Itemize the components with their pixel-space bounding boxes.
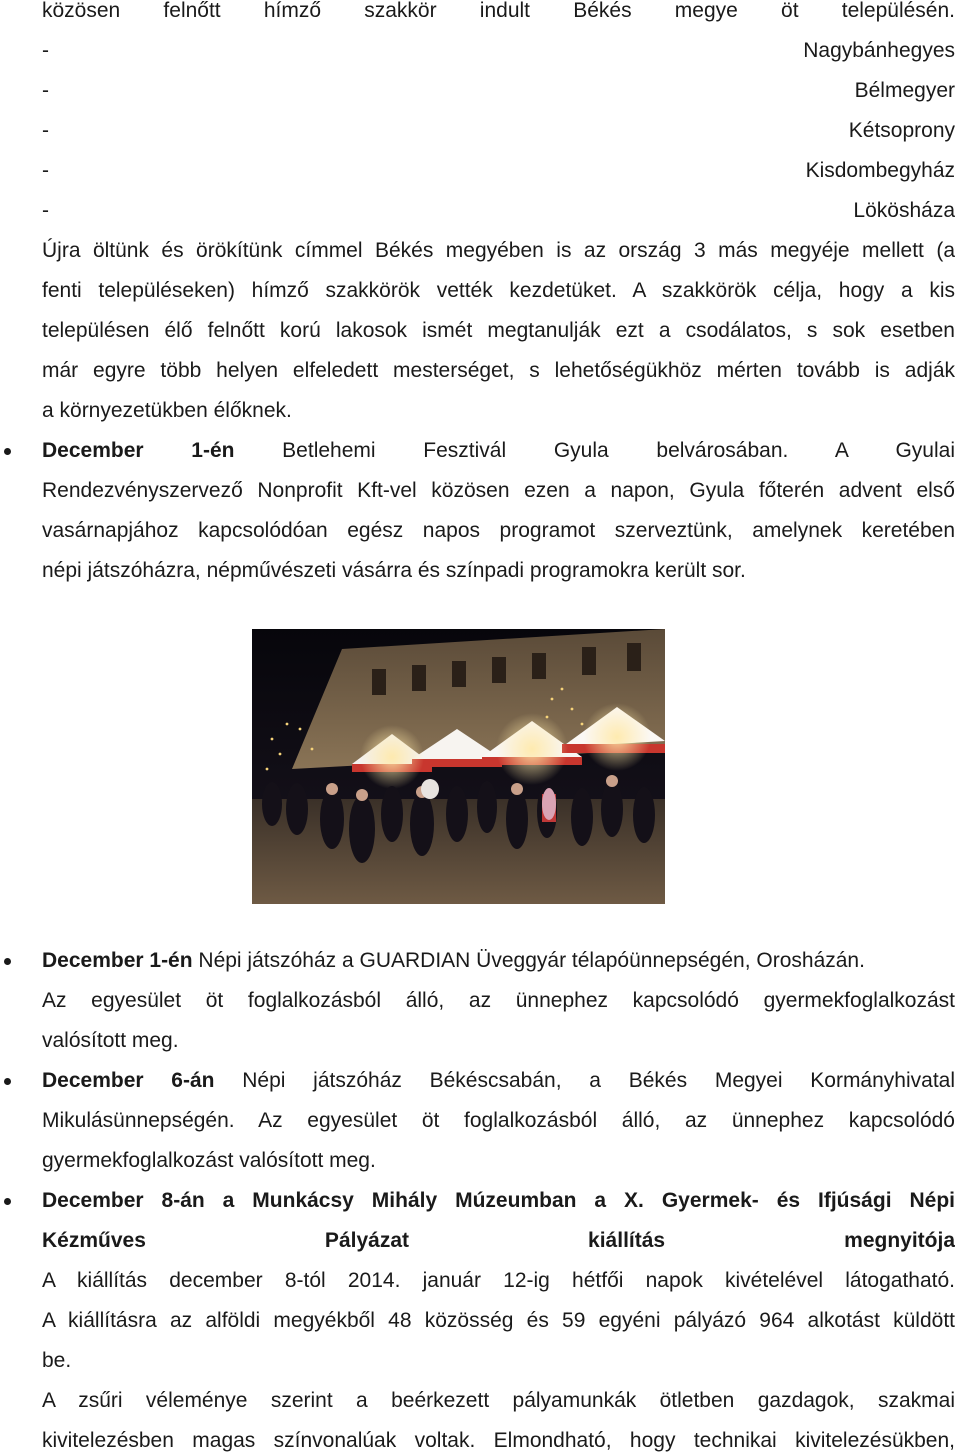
dash: - <box>42 159 49 182</box>
place-item <box>42 116 955 146</box>
text-line: már egyre több helyen elfeledett mesterséget, s lehetőségükhöz mérten tovább is adják <box>42 359 955 382</box>
text-line: kivitelezésben magas színvonalúak voltak. Elmondható, hogy technikai kivitelezésükben, <box>42 1429 955 1452</box>
place-name: Bélmegyer <box>854 79 955 102</box>
text-line: A kiállításra az alföldi megyékből 48 közösség és 59 egyéni pályázó 964 alkotást küldött <box>42 1309 955 1332</box>
bullet-icon <box>4 1078 11 1085</box>
text-line: be. <box>42 1349 72 1372</box>
market-photo <box>252 629 665 904</box>
text-line: vasárnapjához kapcsolódóan egész napos programot szerveztünk, amelynek keretében <box>42 519 955 542</box>
text-line: A kiállítás december 8-tól 2014. január 12-ig hétfői napok kivételével látogatható. <box>42 1269 955 1292</box>
text-line: a környezetükben élőknek. <box>42 399 292 422</box>
place-name: Kétsoprony <box>848 119 955 142</box>
text-line: Mikulásünnepségén. Az egyesület öt foglalkozásból álló, az ünnephez kapcsolódó <box>42 1109 955 1132</box>
place-name: Kisdombegyház <box>805 159 955 182</box>
bullet-icon <box>4 958 11 965</box>
text-line: Újra öltünk és örökítünk címmel Békés megyében is az ország 3 más megyéje mellett (a <box>42 239 955 262</box>
text-line: A zsűri véleménye szerint a beérkezett pályamunkák ötletben gazdagok, szakmai <box>42 1389 955 1412</box>
place-item <box>42 76 955 106</box>
dash: - <box>42 39 49 62</box>
text-line: Rendezvényszervező Nonprofit Kft-vel közösen ezen a napon, Gyula főterén advent első <box>42 479 955 502</box>
bullet-date: December 6-án <box>42 1069 215 1092</box>
bullet-item-heading <box>42 1066 955 1096</box>
place-name: Lökösháza <box>853 199 955 222</box>
bullet-date: December 1-én <box>42 439 235 462</box>
text-line: gyermekfoglalkozást valósított meg. <box>42 1149 376 1172</box>
bullet-icon <box>4 448 11 455</box>
text-line: fenti településeken) hímző szakkörök vették kezdetüket. A szakkörök célja, hogy a kis <box>42 279 955 302</box>
text-line: valósított meg. <box>42 1029 179 1052</box>
place-item <box>42 156 955 186</box>
text-line: népi játszóházra, népművészeti vásárra és színpadi programokra került sor. <box>42 559 746 582</box>
text-line: Az egyesület öt foglalkozásból álló, az ünnephez kapcsolódó gyermekfoglalkozást <box>42 989 955 1012</box>
market-photo-image <box>252 629 665 904</box>
dash: - <box>42 79 49 102</box>
bullet-date: December 1-én <box>42 949 193 972</box>
text-line: településen élő felnőtt korú lakosok ismét megtanulják ezt a csodálatos, s sok esetben <box>42 319 955 342</box>
place-item <box>42 36 955 66</box>
bullet-icon <box>4 1198 11 1205</box>
text-line: közösen felnőtt hímző szakkör indult Békés megye öt településén. <box>42 0 955 22</box>
dash: - <box>42 199 49 222</box>
bullet-text: Népi játszóház a GUARDIAN Üveggyár télapóünnepségén, Orosházán. <box>192 949 865 972</box>
place-name: Nagybánhegyes <box>803 39 955 62</box>
bullet-item-heading: December 8-án a Munkácsy Mihály Múzeumban a X. Gyermek- és Ifjúsági Népi <box>42 1189 955 1212</box>
place-item <box>42 196 955 226</box>
bullet-item-heading: Kézműves Pályázat kiállítás megnyitója <box>42 1229 955 1252</box>
bullet-text: Betlehemi Fesztivál Gyula belvárosában. A Gyulai <box>234 439 955 462</box>
bullet-item-heading <box>42 946 955 976</box>
bullet-item-heading <box>42 436 955 466</box>
bullet-text: Népi játszóház Békéscsabán, a Békés Megyei Kormányhivatal <box>214 1069 955 1092</box>
dash: - <box>42 119 49 142</box>
